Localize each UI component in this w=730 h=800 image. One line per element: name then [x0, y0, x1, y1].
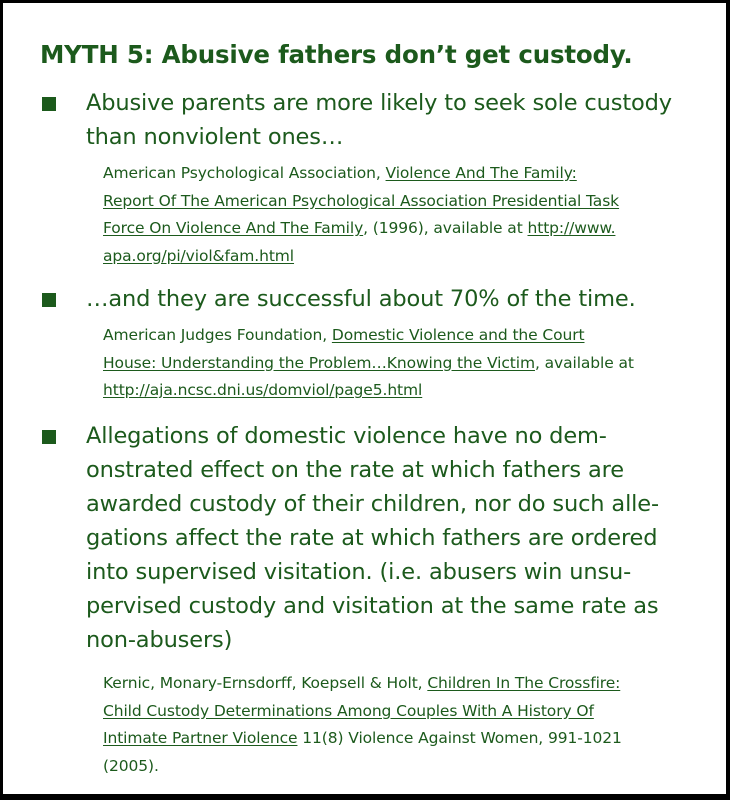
claim-3-line-6: pervised custody and visitation at the same rate as	[86, 593, 659, 619]
citation-2-author: American Judges Foundation,	[103, 326, 332, 344]
claim-1-line-1: Abusive parents are more likely to seek sole custody	[86, 90, 672, 116]
claim-2-line-1: …and they are successful about 70% of the time.	[86, 286, 636, 312]
claim-2	[86, 282, 636, 316]
claim-3-line-4: gations affect the rate at which fathers are ordered	[86, 525, 658, 551]
citation-1-title-part-1: Violence And The Family:	[385, 164, 577, 182]
citation-2	[103, 322, 634, 405]
citation-2-title-part-1: Domestic Violence and the Court	[331, 326, 585, 344]
citation-3-author: Kernic, Monary-Ernsdorff, Koepsell & Holt,	[103, 674, 428, 692]
citation-3	[103, 670, 622, 780]
bullet-square-3	[42, 430, 56, 444]
citation-3-year: (2005).	[103, 756, 159, 775]
citation-3-title-part-1: Children In The Crossfire:	[427, 674, 621, 692]
bullet-square-1	[42, 97, 56, 111]
citation-1-title-part-3: Force On Violence And The Family	[103, 219, 364, 237]
citation-1	[103, 160, 619, 270]
citation-1-details: , (1996), available at	[363, 219, 528, 237]
claim-3-line-7: non-abusers)	[86, 627, 233, 653]
citation-3-details: 11(8) Violence Against Women, 991-1021	[297, 729, 622, 747]
claim-1	[86, 86, 672, 154]
citation-2-link[interactable]: http://aja.ncsc.dni.us/domviol/page5.html	[103, 381, 423, 399]
citation-2-details: , available at	[534, 353, 634, 372]
claim-3-line-2: onstrated effect on the rate at which fathers are	[86, 457, 624, 483]
citation-2-title-part-2: House: Understanding the Problem…Knowing the Victim	[103, 353, 535, 372]
claim-3-line-3: awarded custody of their children, nor do such alle-	[86, 491, 659, 517]
citation-1-link-part-1[interactable]: http://www.	[527, 219, 616, 237]
claim-3-line-1: Allegations of domestic violence have no dem-	[86, 423, 607, 449]
citation-3-title-part-2: Child Custody Determinations Among Couples With A History Of	[103, 701, 594, 720]
citation-1-link-part-2[interactable]: apa.org/pi/viol&fam.html	[103, 246, 295, 265]
bullet-square-2	[42, 293, 56, 307]
claim-1-line-2: than nonviolent ones…	[86, 124, 344, 150]
claim-3	[86, 419, 659, 657]
citation-1-title-part-2: Report Of The American Psychological Association Presidential Task	[103, 191, 620, 210]
citation-1-author: American Psychological Association,	[103, 164, 386, 182]
myth-title: MYTH 5: Abusive fathers don’t get custody.	[40, 40, 633, 69]
citation-3-title-part-3: Intimate Partner Violence	[103, 729, 298, 747]
claim-3-line-5: into supervised visitation. (i.e. abusers win unsu-	[86, 559, 632, 585]
